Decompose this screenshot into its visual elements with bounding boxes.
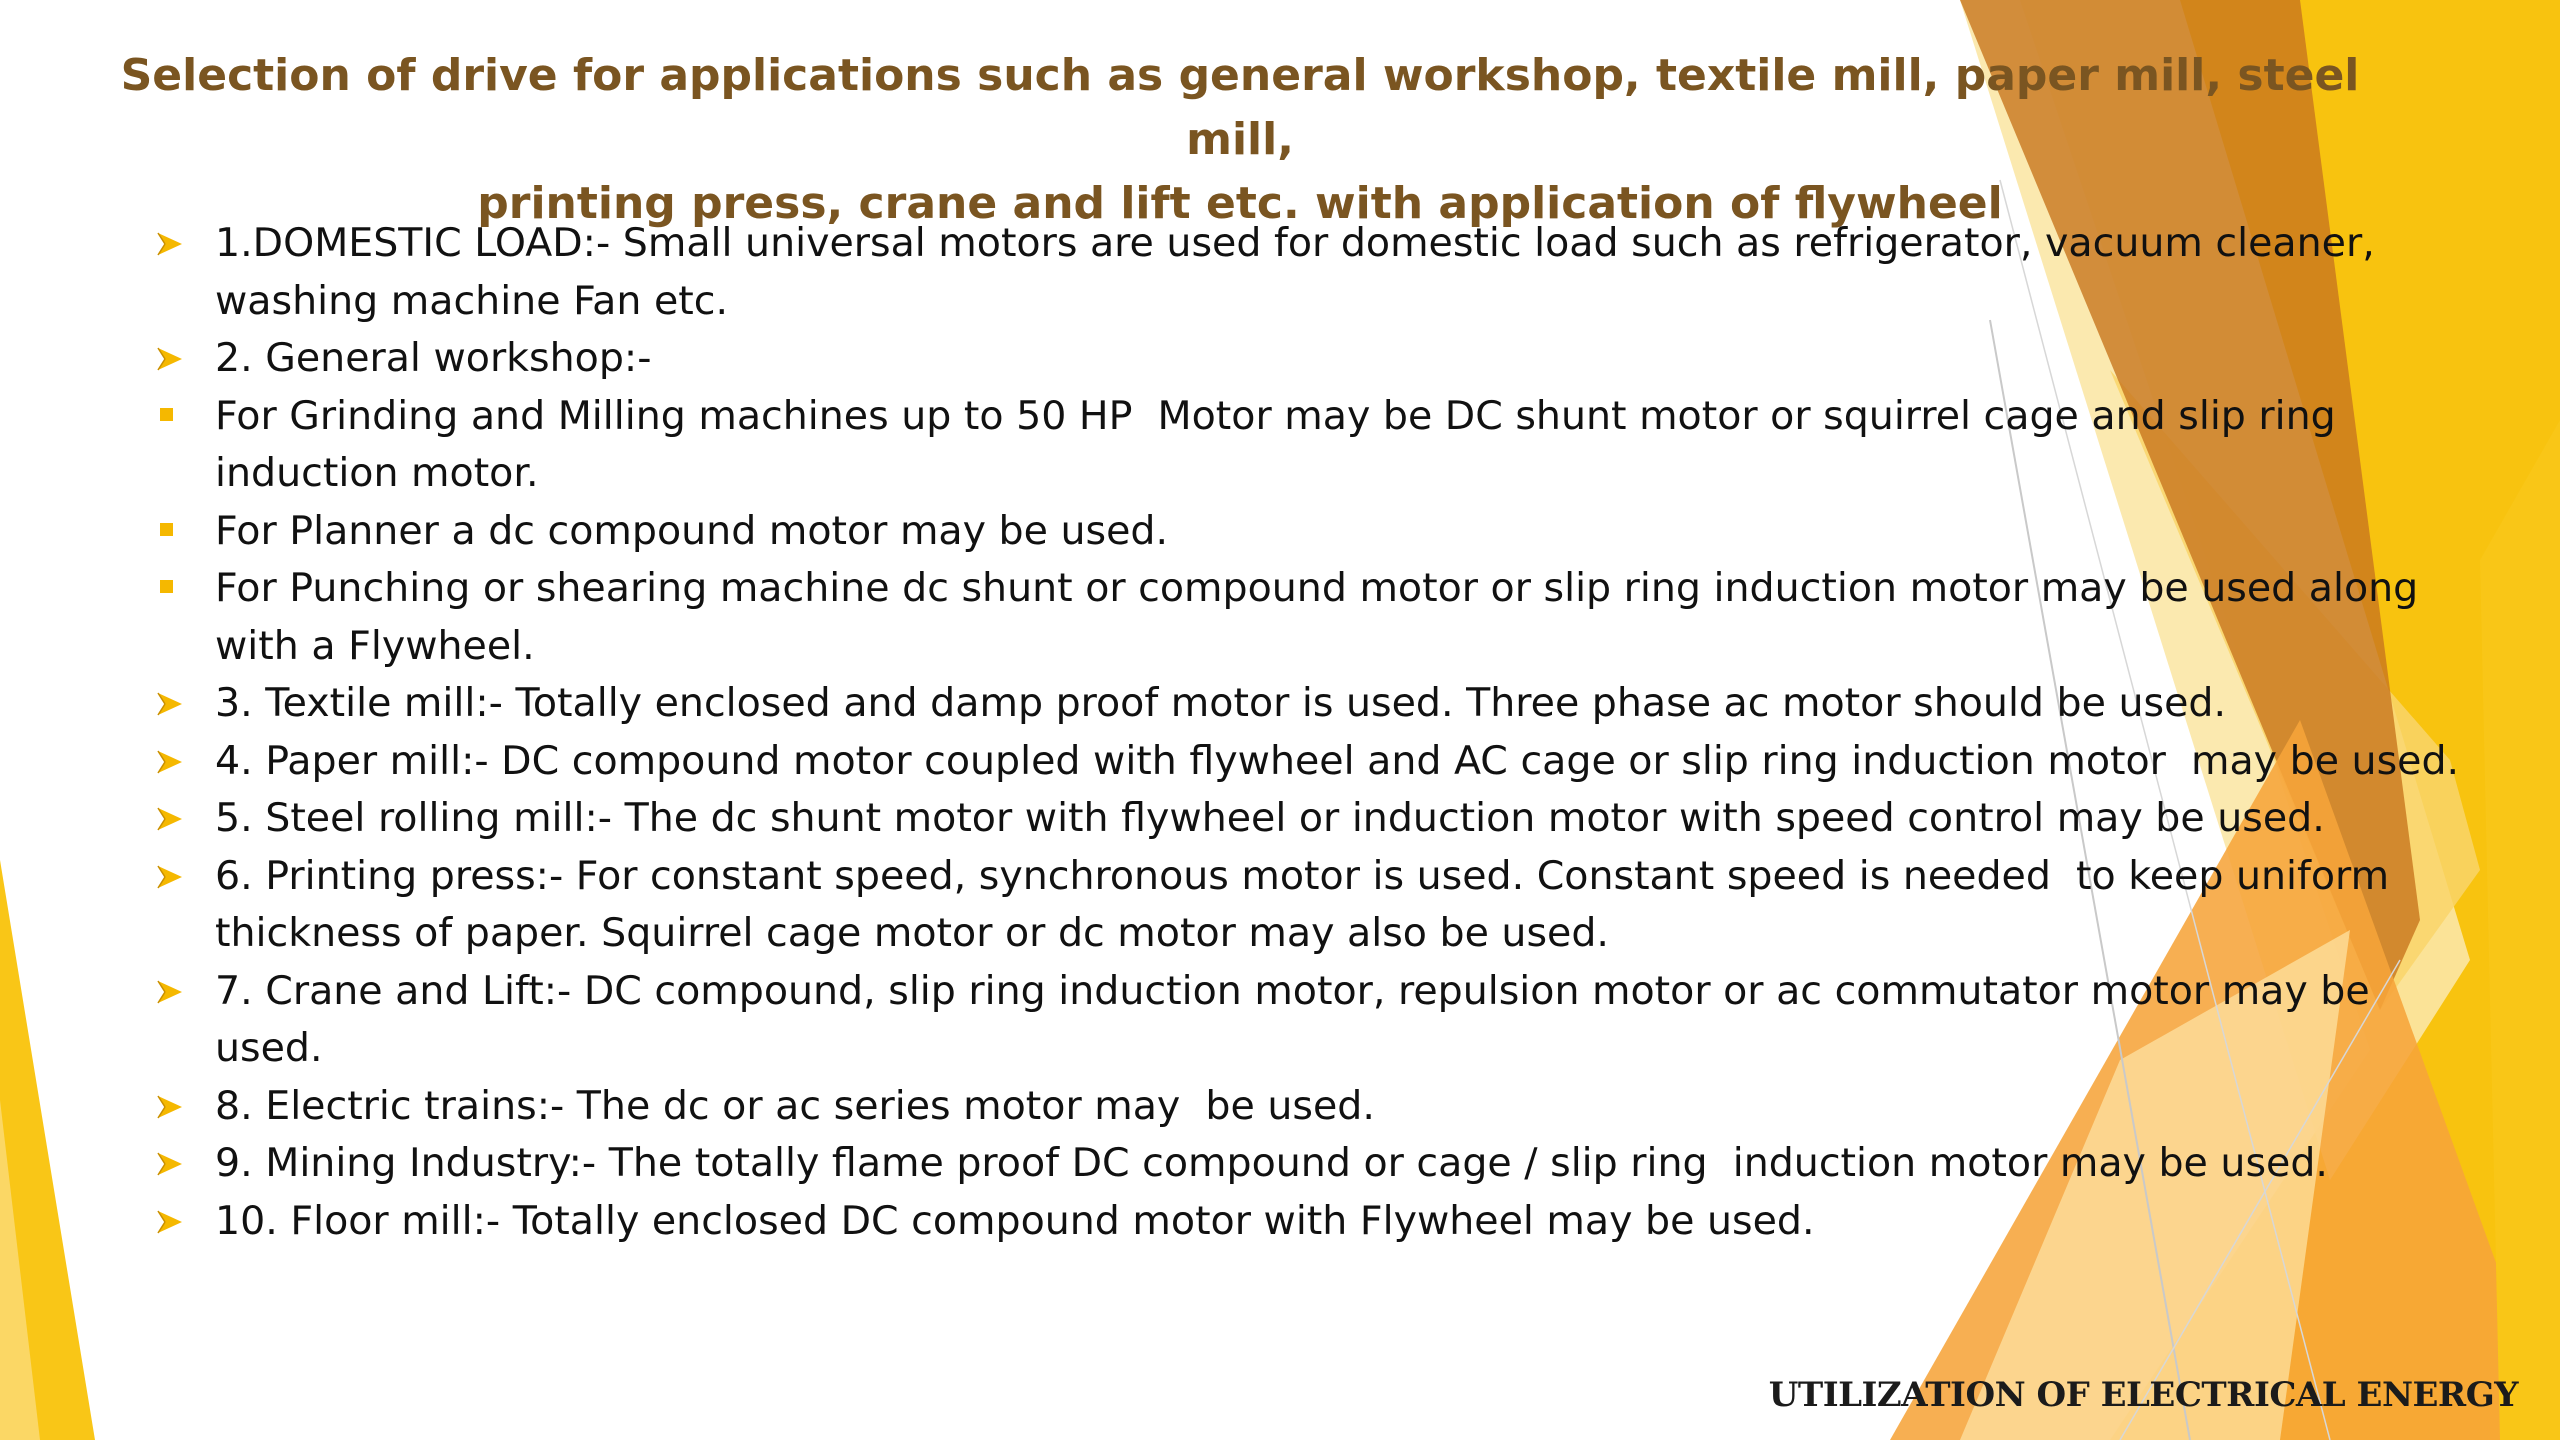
slide-title [120, 44, 2360, 236]
arrow-bullet-icon [156, 848, 196, 906]
list-item-text: 10. Floor mill:- Totally enclosed DC compound motor with Flywheel may be used. [215, 1197, 1815, 1244]
list-item-punching-shearing [150, 560, 2480, 675]
list-item-steel-rolling-mill [150, 790, 2480, 848]
arrow-bullet-icon [156, 1193, 196, 1251]
bullet-list [150, 215, 2480, 1250]
list-item-text: For Punching or shearing machine dc shunt or compound motor or slip ring induction motor may be used along with a Flywheel. [215, 565, 2419, 669]
list-item-text: For Planner a dc compound motor may be used. [215, 507, 1169, 554]
slide-title-line-2: printing press, crane and lift etc. with application of flywheel [477, 178, 2003, 229]
footer-course-title: UTILIZATION OF ELECTRICAL ENERGY [1768, 1375, 2518, 1415]
list-item-text: 4. Paper mill:- DC compound motor coupled with flywheel and AC cage or slip ring induction motor may be used. [215, 737, 2460, 784]
arrow-bullet-icon [156, 963, 196, 1021]
list-item-text: 2. General workshop:- [215, 335, 652, 381]
list-item-electric-trains [150, 1078, 2480, 1136]
arrow-bullet-icon [156, 330, 196, 388]
square-bullet-icon [160, 388, 200, 446]
arrow-bullet-icon [156, 733, 196, 791]
arrow-bullet-icon [156, 790, 196, 848]
list-item-text: 6. Printing press:- For constant speed, synchronous motor is used. Constant speed is needed to keep uniform thickness of paper. Squirrel cage motor or dc motor may also be used. [215, 852, 2390, 956]
list-item-text: 1.DOMESTIC LOAD:- Small universal motors are used for domestic load such as refrigerator, vacuum cleaner, washing machine Fan etc. [215, 220, 2375, 324]
list-item-mining-industry [150, 1135, 2480, 1193]
arrow-bullet-icon [156, 215, 196, 273]
list-item-textile-mill [150, 675, 2480, 733]
square-bullet-icon [160, 560, 200, 618]
list-item-text: 9. Mining Industry:- The totally flame proof DC compound or cage / slip ring induction motor may be used. [215, 1140, 2328, 1186]
list-item-text: 7. Crane and Lift:- DC compound, slip ring induction motor, repulsion motor or ac commutator motor may be used. [215, 967, 2383, 1071]
list-item-floor-mill [150, 1193, 2480, 1251]
square-bullet-icon [160, 503, 200, 561]
slide-title-line-1: Selection of drive for applications such as general workshop, textile mill, paper mill, steel mill, [120, 50, 2360, 165]
list-item-text: 8. Electric trains:- The dc or ac series motor may be used. [215, 1082, 1375, 1129]
arrow-bullet-icon [156, 675, 196, 733]
list-item-grinding-milling [150, 388, 2480, 503]
list-item-text: 5. Steel rolling mill:- The dc shunt motor with flywheel or induction motor with speed control may be used. [215, 795, 2325, 841]
arrow-bullet-icon [156, 1135, 196, 1193]
arrow-bullet-icon [156, 1078, 196, 1136]
list-item-planner [150, 503, 2480, 561]
list-item-general-workshop [150, 330, 2480, 388]
list-item-paper-mill [150, 733, 2480, 791]
list-item-domestic-load [150, 215, 2480, 330]
list-item-text: 3. Textile mill:- Totally enclosed and damp proof motor is used. Three phase ac motor should be used. [215, 680, 2227, 726]
list-item-text: For Grinding and Milling machines up to 50 HP Motor may be DC shunt motor or squirrel cage and slip ring induction motor. [215, 392, 2336, 496]
list-item-printing-press [150, 848, 2480, 963]
list-item-crane-and-lift [150, 963, 2480, 1078]
